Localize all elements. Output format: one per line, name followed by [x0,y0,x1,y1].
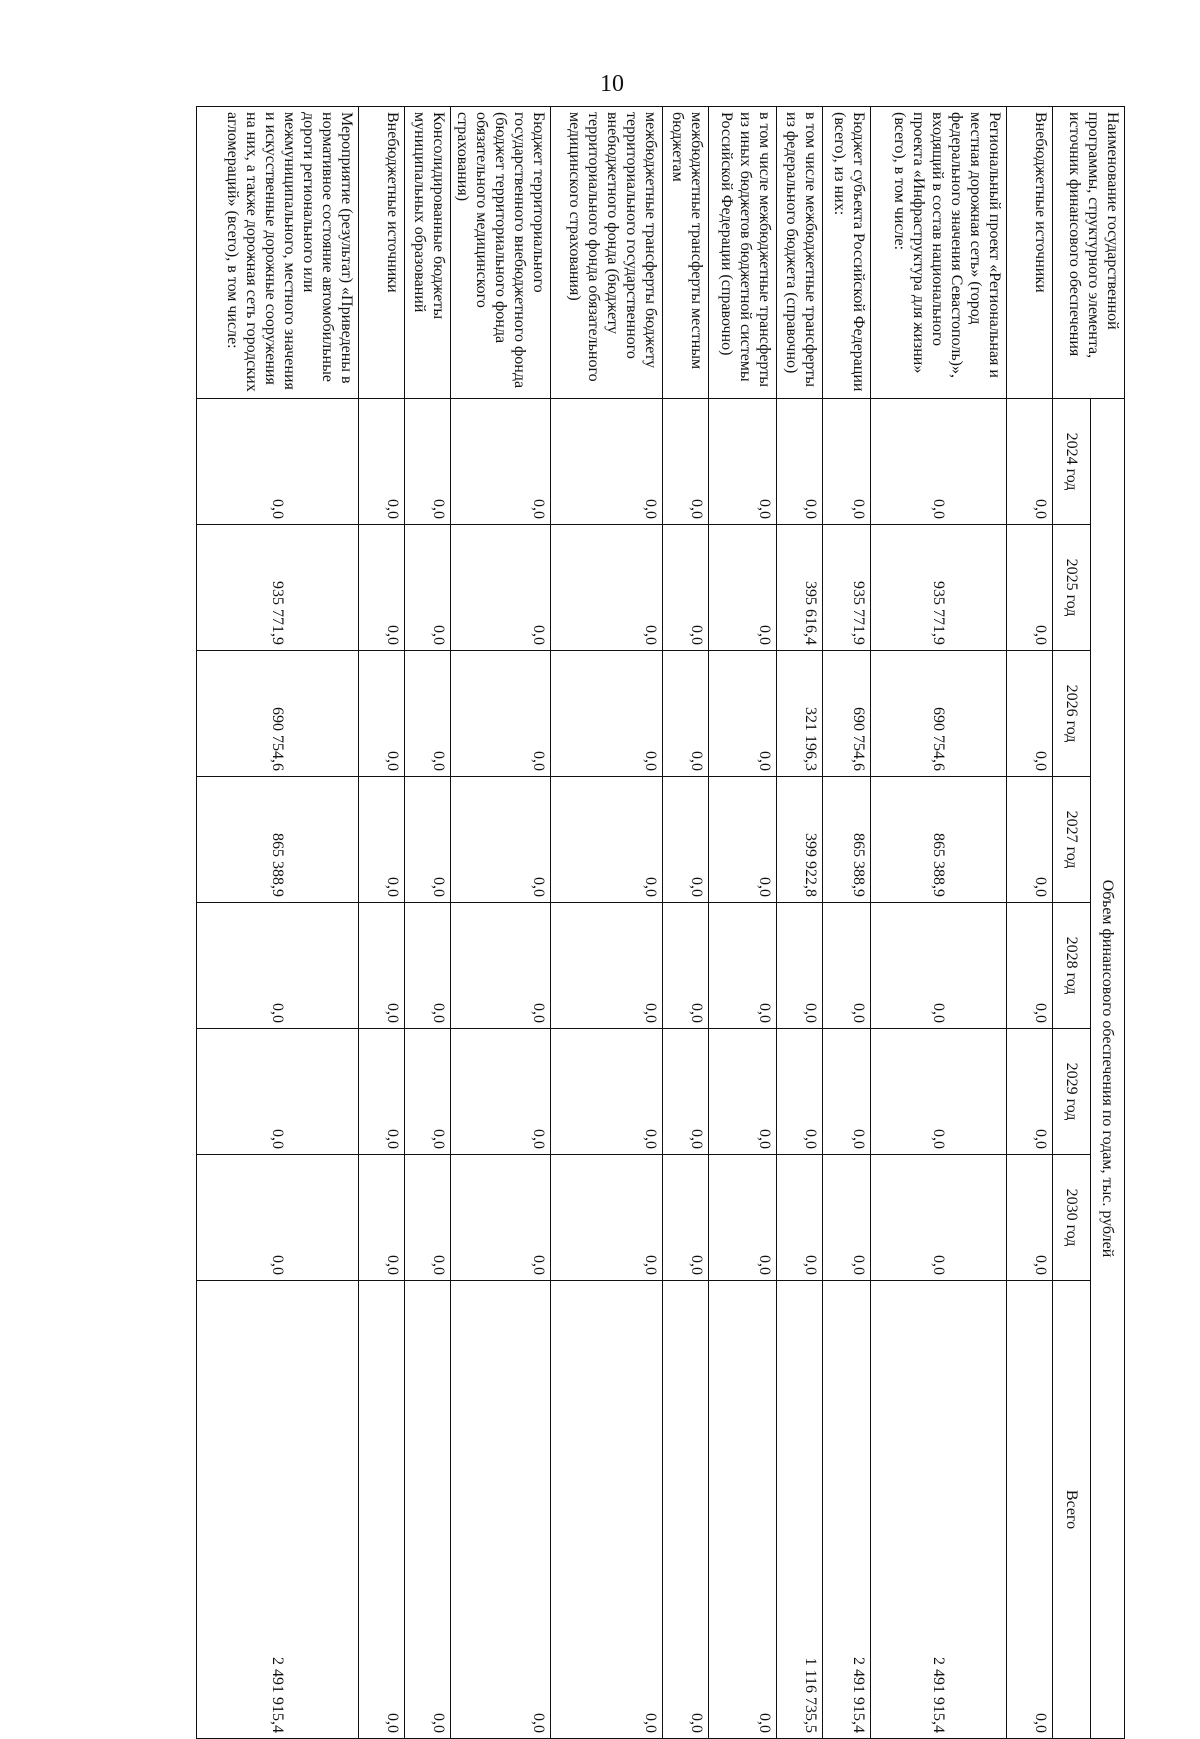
cell-2029: 0,0 [551,1029,663,1155]
cell-2025: 0,0 [1007,525,1053,651]
cell-total: 0,0 [405,1281,451,1739]
cell-2025: 935 771,9 [197,525,359,651]
cell-2027: 865 388,9 [871,777,1007,903]
cell-2025: 0,0 [451,525,551,651]
cell-2028: 0,0 [709,903,777,1029]
cell-2027: 0,0 [1007,777,1053,903]
cell-2024: 0,0 [709,399,777,525]
cell-2030: 0,0 [663,1155,709,1281]
cell-2028: 0,0 [663,903,709,1029]
table-row [871,107,1007,1739]
table-row [197,107,359,1739]
cell-2030: 0,0 [197,1155,359,1281]
cell-2025: 0,0 [709,525,777,651]
cell-2026: 0,0 [1007,651,1053,777]
cell-2028: 0,0 [197,903,359,1029]
cell-2029: 0,0 [777,1029,823,1155]
cell-2024: 0,0 [871,399,1007,525]
cell-2025: 395 616,4 [777,525,823,651]
cell-2028: 0,0 [823,903,871,1029]
cell-2029: 0,0 [871,1029,1007,1155]
cell-2025: 935 771,9 [823,525,871,651]
page-number: 10 [600,71,624,97]
row-name: межбюджетные трансферты местным бюджетам [663,107,709,399]
header-year-2030: 2030 год [1053,1155,1091,1281]
cell-2026: 321 196,3 [777,651,823,777]
header-financing-group: Объем финансового обеспечения по годам, тыс. рублей [1091,399,1125,1739]
cell-2024: 0,0 [823,399,871,525]
cell-2030: 0,0 [359,1155,405,1281]
cell-2027: 0,0 [551,777,663,903]
cell-2030: 0,0 [709,1155,777,1281]
cell-2029: 0,0 [1007,1029,1053,1155]
cell-2028: 0,0 [1007,903,1053,1029]
cell-2025: 0,0 [551,525,663,651]
cell-2024: 0,0 [777,399,823,525]
cell-2027: 0,0 [709,777,777,903]
cell-total: 1 116 735,5 [777,1281,823,1739]
cell-2028: 0,0 [777,903,823,1029]
cell-2028: 0,0 [405,903,451,1029]
cell-2025: 935 771,9 [871,525,1007,651]
cell-2026: 0,0 [551,651,663,777]
cell-2024: 0,0 [1007,399,1053,525]
cell-2024: 0,0 [405,399,451,525]
cell-2028: 0,0 [551,903,663,1029]
cell-2030: 0,0 [405,1155,451,1281]
cell-2030: 0,0 [551,1155,663,1281]
table-row [709,107,777,1739]
cell-2028: 0,0 [871,903,1007,1029]
cell-2030: 0,0 [451,1155,551,1281]
row-name: Бюджет субъекта Российской Федерации (всего), из них: [823,107,871,399]
cell-2025: 0,0 [405,525,451,651]
cell-2027: 0,0 [405,777,451,903]
cell-2027: 0,0 [663,777,709,903]
cell-2026: 0,0 [451,651,551,777]
cell-2029: 0,0 [451,1029,551,1155]
row-name: Региональный проект «Региональная и местная дорожная сеть» (город федерального значения Севастополь)», входящий в состав национального проекта «Инфраструктура для жизни» (всего), в том числе: [871,107,1007,399]
header-total: Всего [1053,1281,1091,1739]
cell-2026: 690 754,6 [823,651,871,777]
cell-2024: 0,0 [359,399,405,525]
cell-2025: 0,0 [359,525,405,651]
row-name: Бюджет территориального государственного внебюджетного фонда (бюджет территориального фонда обязательного медицинского страхования) [451,107,551,399]
cell-2026: 0,0 [405,651,451,777]
cell-2029: 0,0 [405,1029,451,1155]
cell-2030: 0,0 [823,1155,871,1281]
row-name: Внебюджетные источники [1007,107,1053,399]
cell-2029: 0,0 [197,1029,359,1155]
cell-total: 0,0 [709,1281,777,1739]
rotated-table-container [207,106,1125,1738]
cell-2027: 865 388,9 [197,777,359,903]
cell-2026: 0,0 [709,651,777,777]
cell-2030: 0,0 [777,1155,823,1281]
table-row [359,107,405,1739]
table-row [1007,107,1053,1739]
cell-2024: 0,0 [551,399,663,525]
financing-table [196,106,1125,1739]
table-row [663,107,709,1739]
cell-2025: 0,0 [663,525,709,651]
cell-2028: 0,0 [359,903,405,1029]
cell-2030: 0,0 [871,1155,1007,1281]
cell-2024: 0,0 [451,399,551,525]
cell-total: 2 491 915,4 [197,1281,359,1739]
cell-2027: 399 922,8 [777,777,823,903]
header-year-2029: 2029 год [1053,1029,1091,1155]
cell-2027: 0,0 [451,777,551,903]
header-year-2025: 2025 год [1053,525,1091,651]
cell-2027: 0,0 [359,777,405,903]
row-name: Внебюджетные источники [359,107,405,399]
header-name-column: Наименование государственной программы, структурного элемента, источник финансового обеспечения [1053,107,1125,399]
cell-total: 0,0 [551,1281,663,1739]
table-row [777,107,823,1739]
cell-2024: 0,0 [197,399,359,525]
cell-total: 0,0 [451,1281,551,1739]
cell-2026: 690 754,6 [197,651,359,777]
cell-2028: 0,0 [451,903,551,1029]
table-row [451,107,551,1739]
header-year-2028: 2028 год [1053,903,1091,1029]
cell-2030: 0,0 [1007,1155,1053,1281]
row-name: Мероприятие (результат) «Приведены в нормативное состояние автомобильные дороги регионального или межмуниципального, местного значения и искусственные дорожные сооружения на них, а также дорожная сеть городских агломераций» (всего), в том числе: [197,107,359,399]
cell-2027: 865 388,9 [823,777,871,903]
cell-total: 0,0 [1007,1281,1053,1739]
cell-2026: 0,0 [663,651,709,777]
table-row [823,107,871,1739]
cell-2029: 0,0 [359,1029,405,1155]
cell-total: 0,0 [359,1281,405,1739]
cell-total: 2 491 915,4 [871,1281,1007,1739]
row-name: в том числе межбюджетные трансферты из федерального бюджета (справочно) [777,107,823,399]
header-year-2027: 2027 год [1053,777,1091,903]
table-row [405,107,451,1739]
cell-2029: 0,0 [823,1029,871,1155]
cell-2026: 690 754,6 [871,651,1007,777]
cell-total: 0,0 [663,1281,709,1739]
row-name: межбюджетные трансферты бюджету территориального государственного внебюджетного фонда (бюджету территориального фонда обязательного медицинского страхования) [551,107,663,399]
cell-2029: 0,0 [663,1029,709,1155]
row-name: Консолидированные бюджеты муниципальных образований [405,107,451,399]
header-year-2026: 2026 год [1053,651,1091,777]
cell-total: 2 491 915,4 [823,1281,871,1739]
table-row [551,107,663,1739]
cell-2026: 0,0 [359,651,405,777]
header-year-2024: 2024 год [1053,399,1091,525]
cell-2024: 0,0 [663,399,709,525]
cell-2029: 0,0 [709,1029,777,1155]
row-name: в том числе межбюджетные трансферты из иных бюджетов бюджетной системы Российской Федерации (справочно) [709,107,777,399]
